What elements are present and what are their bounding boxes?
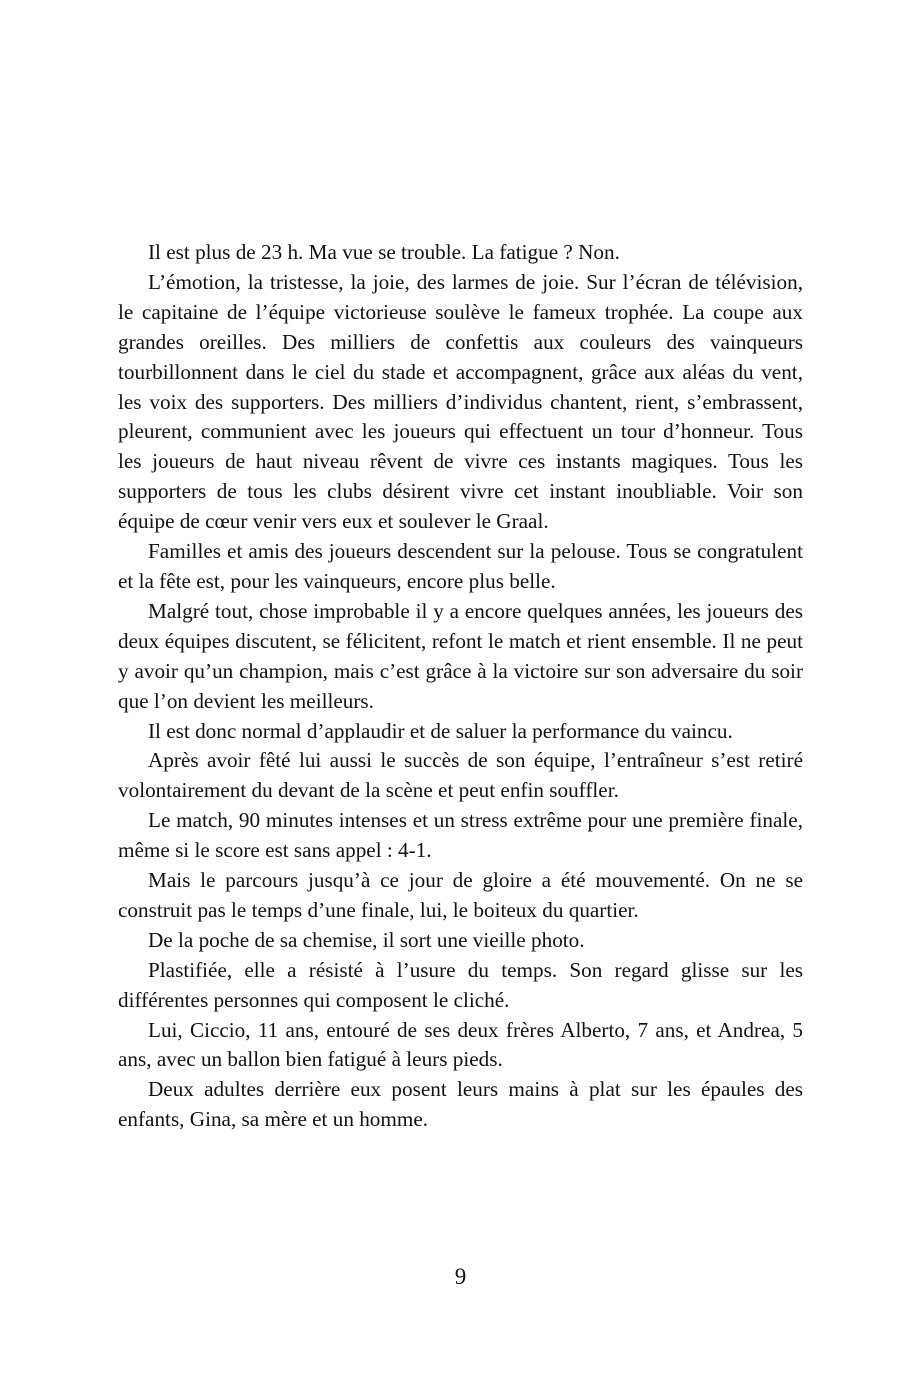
paragraph: Plastifiée, elle a résisté à l’usure du temps. Son regard glisse sur les différentes personnes qui composent le cliché. xyxy=(118,957,803,1012)
body-text xyxy=(118,238,803,1135)
paragraph: Il est plus de 23 h. Ma vue se trouble. La fatigue ? Non. xyxy=(148,240,620,264)
paragraph: Il est donc normal d’applaudir et de saluer la performance du vaincu. xyxy=(148,718,733,743)
paragraph: Lui, Ciccio, 11 ans, entouré de ses deux frères Alberto, 7 ans, et Andrea, 5 ans, avec un ballon bien fatigué à leurs pieds. xyxy=(118,1017,803,1072)
paragraph: L’émotion, la tristesse, la joie, des larmes de joie. Sur l’écran de télévision, le capitaine de l’équipe victorieuse soulève le fameux trophée. La coupe aux grandes oreilles. Des milliers de confettis aux couleurs des vainqueurs tourbillonnent dans le ciel du stade et accompagnent, grâce aux aléas du vent, les voix des supporters. Des milliers d’individus chantent, rient, s’embrassent, pleurent, communient avec les joueurs qui effectuent un tour d’honneur. Tous les joueurs de haut niveau rêvent de vivre ces instants magiques. Tous les supporters de tous les clubs désirent vivre cet instant inoubliable. Voir son équipe de cœur venir vers eux et soulever le Graal. xyxy=(118,269,803,534)
page-number: 9 xyxy=(454,1264,467,1289)
paragraph: Deux adultes derrière eux posent leurs mains à plat sur les épaules des enfants, Gina, sa mère et un homme. xyxy=(118,1077,803,1132)
paragraph: Mais le parcours jusqu’à ce jour de gloire a été mouvementé. On ne se construit pas le temps d’une finale, lui, le boiteux du quartier. xyxy=(118,868,803,922)
paragraph: Malgré tout, chose improbable il y a encore quelques années, les joueurs des deux équipes discutent, se félicitent, refont le match et rient ensemble. Il ne peut y avoir qu’un champion, mais c’est grâce à la victoire sur son adversaire du soir que l’on devient les meilleurs. xyxy=(118,598,803,713)
paragraph: Familles et amis des joueurs descendent sur la pelouse. Tous se congratulent et la fête est, pour les vainqueurs, encore plus belle. xyxy=(118,539,803,593)
paragraph: Après avoir fêté lui aussi le succès de son équipe, l’entraîneur s’est retiré volontairement du devant de la scène et peut enfin souffler. xyxy=(118,748,803,803)
paragraph: Le match, 90 minutes intenses et un stress extrême pour une première finale, même si le score est sans appel : 4-1. xyxy=(118,808,803,863)
paragraph: De la poche de sa chemise, il sort une vieille photo. xyxy=(148,927,585,952)
